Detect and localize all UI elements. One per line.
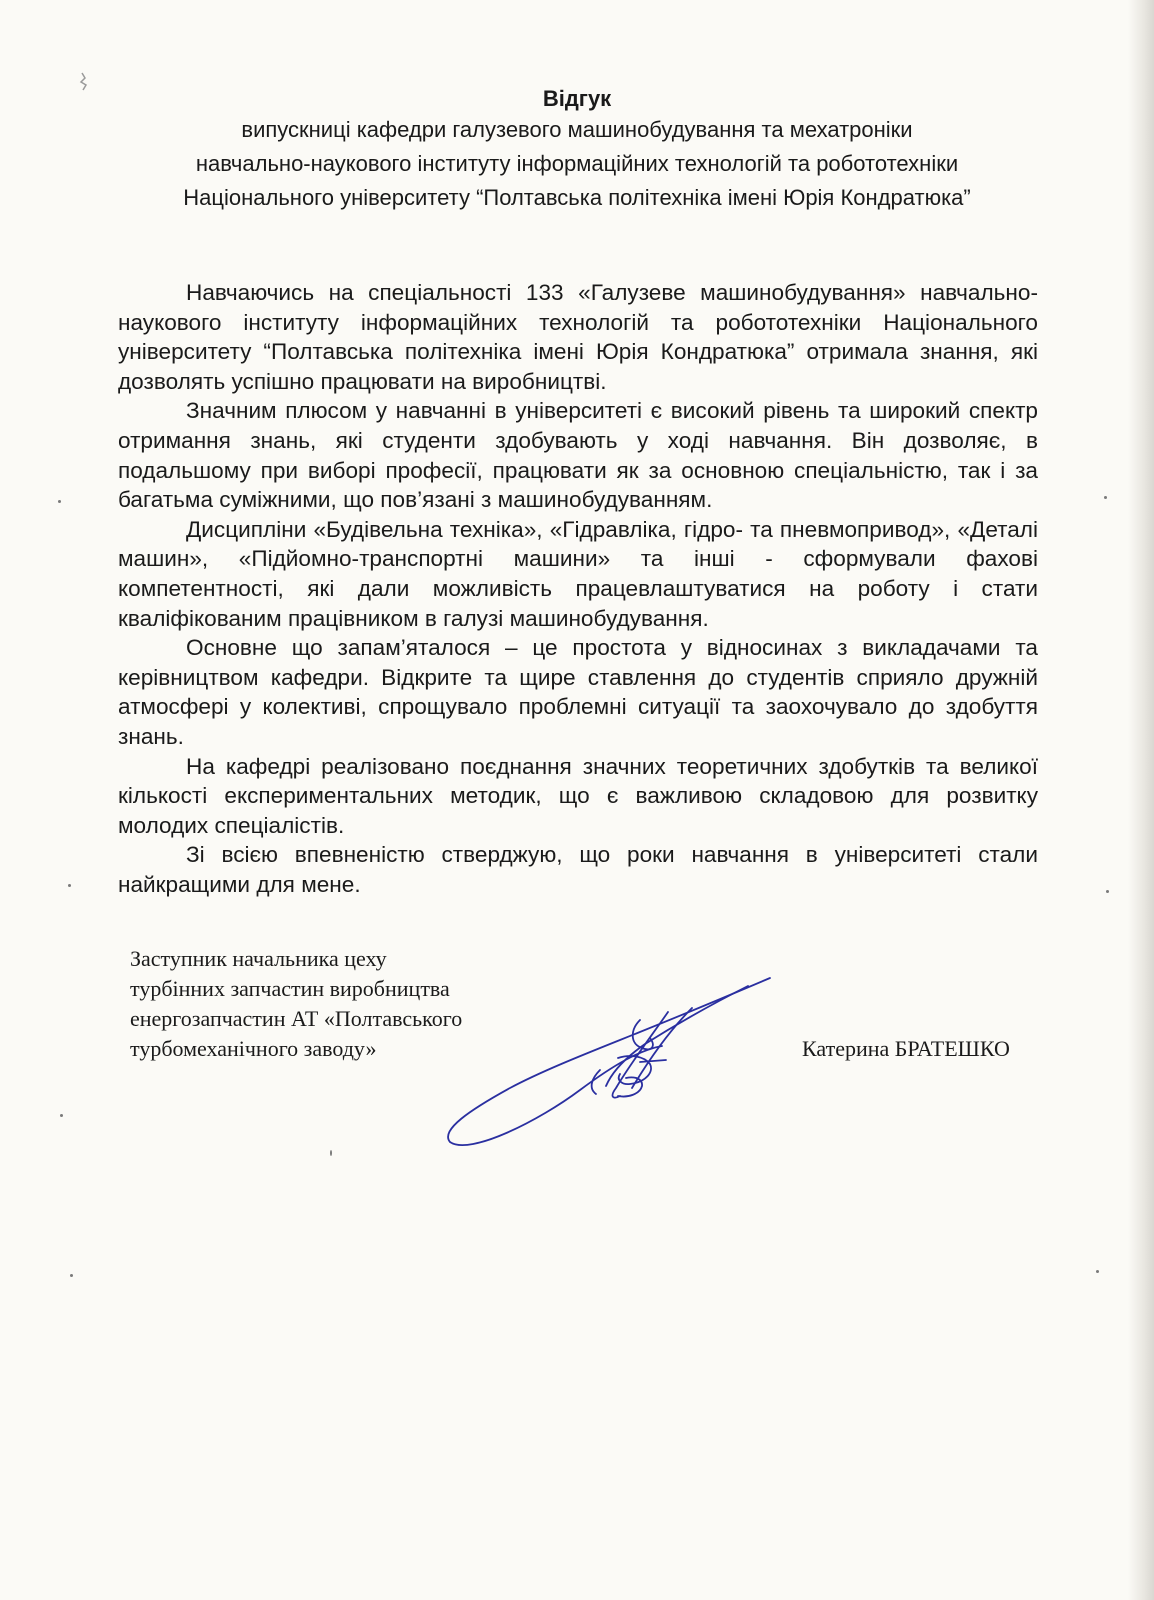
scan-speck <box>1104 496 1107 499</box>
paragraph-2: Значним плюсом у навчанні в університеті є високий рівень та широкий спектр отримання знань, які студенти здобувають у ході навчання. Він дозволяє, в подальшому при виборі професії, працювати як за основною спеціальністю, так і за багатьма суміжними, що пов’язані з машинобудуванням. <box>118 398 1038 513</box>
scan-speck <box>1106 890 1109 893</box>
position-line-3: енергозапчастин АТ «Полтавського <box>130 1006 463 1031</box>
paragraph-4: Основне що запам’яталося – це простота у відносинах з викладачами та керівництвом кафедри. Відкрите та щире ставлення до студентів сприяло дружній атмосфері у колективі, спрощувало проблемні ситуації та заохочувало до здобуття знань. <box>118 635 1038 749</box>
scan-speck <box>60 1114 63 1117</box>
paragraph-1: Навчаючись на спеціальності 133 «Галузеве машинобудування» навчально-наукового інституту інформаційних технологій та робототехніки Національного університету “Полтавська політехніка імені Юрія Кондратюка” отримала знання, які дозволять успішно працювати на виробництві. <box>118 280 1038 394</box>
scan-speck <box>1096 1270 1099 1273</box>
position-line-1: Заступник начальника цеху <box>130 946 387 971</box>
position-line-4: турбомеханічного заводу» <box>130 1036 377 1061</box>
paragraph-3: Дисципліни «Будівельна техніка», «Гідравліка, гідро- та пневмопривод», «Деталі машин», «Підйомно-транспортні машини» та інші - сформували фахові компетентності, які дали можливість працевлаштуватися на роботу і стати кваліфікованим працівником в галузі машинобудування. <box>118 516 1038 631</box>
position-line-2: турбінних запчастин виробництва <box>130 976 450 1001</box>
scan-speck <box>330 1150 332 1156</box>
paragraph-5: На кафедрі реалізовано поєднання значних теоретичних здобутків та великої кількості експериментальних методик, що є важливою складовою для розвитку молодих спеціалістів. <box>118 753 1038 838</box>
scan-speck <box>58 500 61 503</box>
scan-speck <box>70 1274 73 1277</box>
subtitle-line-3: Національного університету “Полтавська політехніка імені Юрія Кондратюка” <box>183 185 971 210</box>
signatory-position <box>130 944 462 1064</box>
handwritten-signature <box>430 960 790 1150</box>
scan-speck <box>68 884 71 887</box>
subtitle-line-2: навчально-наукового інституту інформаційних технологій та робототехніки <box>195 151 959 176</box>
signatory-name: Катерина БРАТЕШКО <box>802 1036 1010 1061</box>
subtitle-line-1: випускниці кафедри галузевого машинобудування та мехатроніки <box>241 117 913 142</box>
document-body <box>118 278 1038 899</box>
document-title: Відгук <box>542 86 612 111</box>
page-edge-shadow <box>1128 0 1154 1600</box>
paragraph-6: Зі всією впевненістю стверджую, що роки навчання в університеті стали найкращими для мене. <box>118 842 1038 897</box>
